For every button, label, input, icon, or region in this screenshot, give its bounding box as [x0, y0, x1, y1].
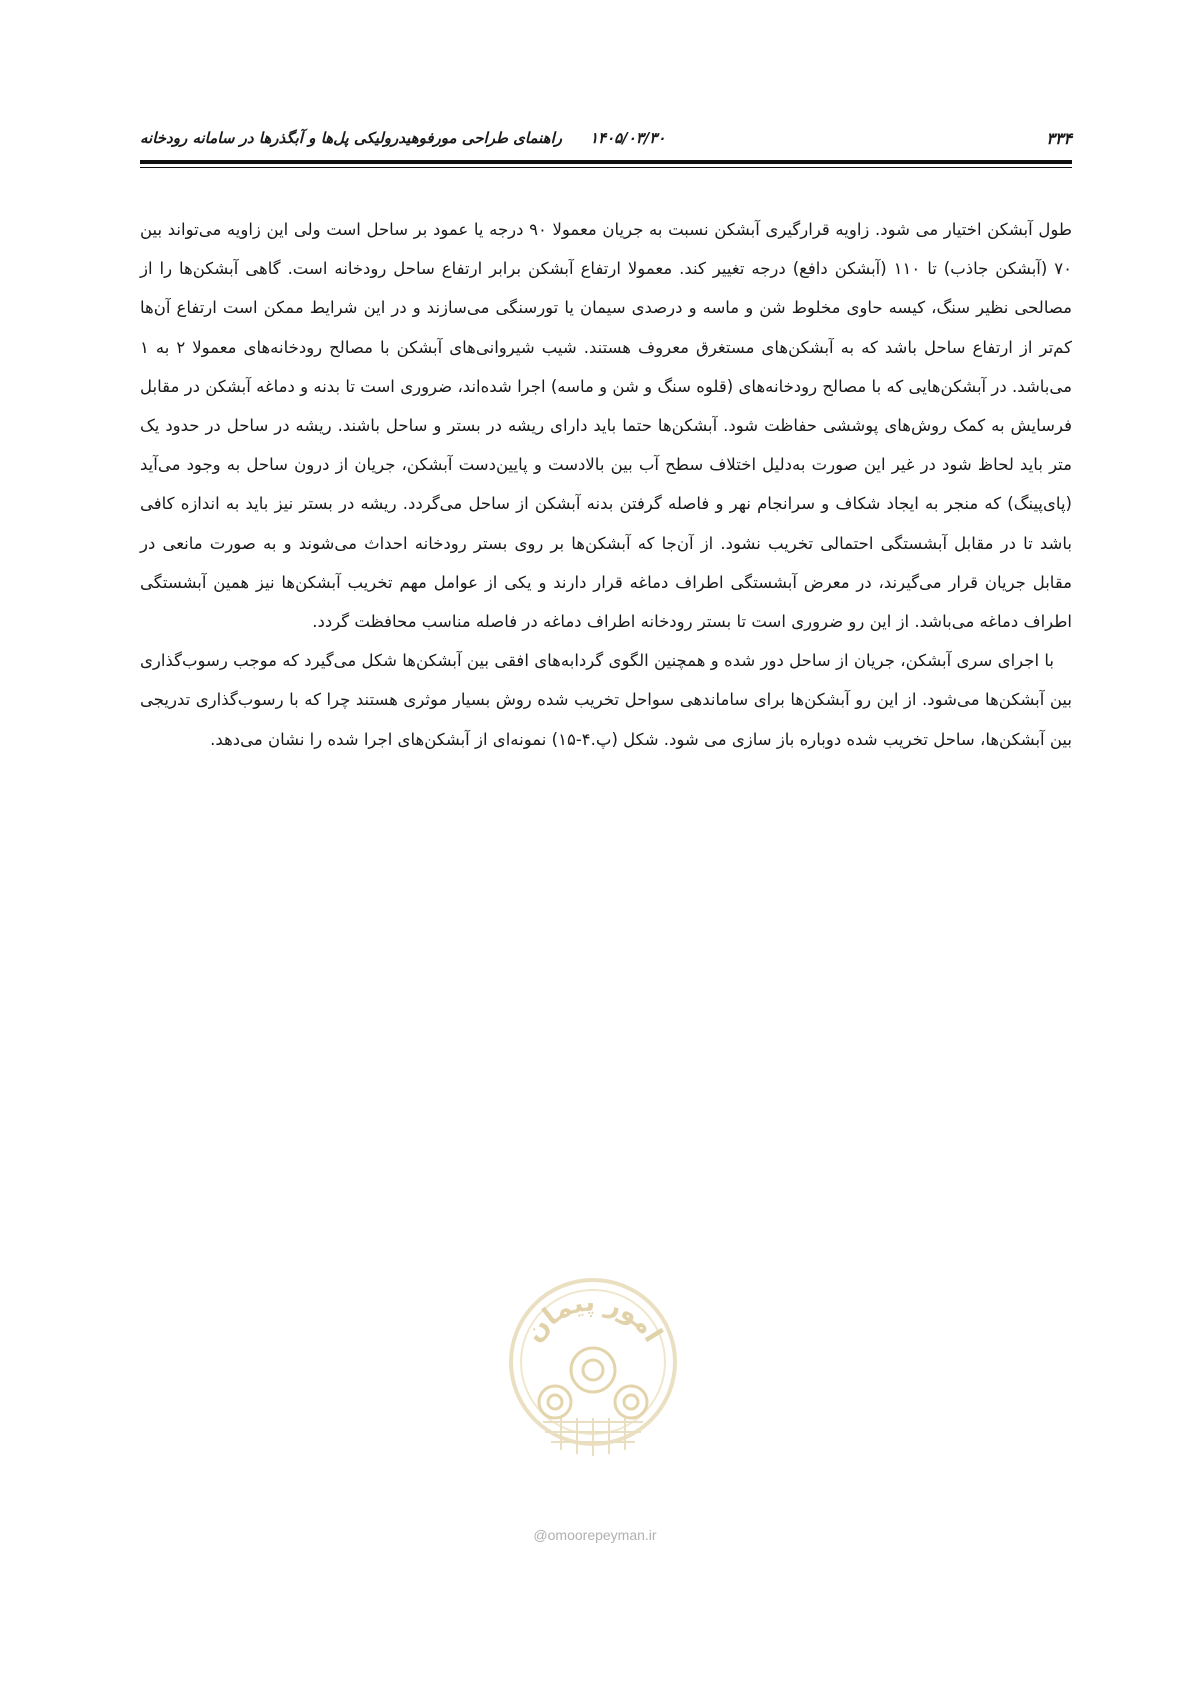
header-date: ۱۴۰۵/۰۳/۳۰	[590, 129, 666, 147]
header-title: راهنمای طراحی مورفوهیدرولیکی پل‌ها و آبگذرها در سامانه رودخانه	[140, 129, 562, 147]
body-paragraph-1: طول آبشکن اختیار می شود. زاویه قرارگیری آبشکن نسبت به جریان معمولا ۹۰ درجه یا عمود بر ساحل است ولی این زاویه می‌تواند بین ۷۰ (آبشکن جاذب) تا ۱۱۰ (آبشکن دافع) درجه تغییر کند. معمولا ارتفاع آبشکن برابر ارتفاع ساحل رودخانه است. گاهی آبشکن‌ها را از مصالحی نظیر سنگ، کیسه حاوی مخلوط شن و ماسه و درصدی سیمان یا تورسنگی می‌سازند و در این شرایط ممکن است ارتفاع آن‌ها کم‌تر از ارتفاع ساحل باشد که به آبشکن‌های مستغرق معروف هستند. شیب شیروانی‌های آبشکن با مصالح رودخانه‌های معمولا ۲ به ۱ می‌باشد. در آبشکن‌هایی که با مصالح رودخانه‌های (قلوه سنگ و شن و ماسه) اجرا شده‌اند، ضروری است تا بدنه و دماغه آبشکن در مقابل فرسایش به کمک روش‌های پوششی حفاظت شود. آبشکن‌ها حتما باید دارای ریشه در بستر و ساحل باشند. ریشه در ساحل در حدود یک متر باید لحاظ شود در غیر این صورت به‌دلیل اختلاف سطح آب بین بالادست و پایین‌دست آبشکن، جریان از درون ساحل به وجود می‌آید (پای‌پینگ) که منجر به ایجاد شکاف و سرانجام نهر و فاصله گرفتن بدنه آبشکن از ساحل می‌گردد. ریشه در بستر نیز باید به اندازه کافی باشد تا در مقابل آبشستگی احتمالی تخریب نشود. از آن‌جا که آبشکن‌ها بر روی بستر رودخانه احداث می‌شوند و به صورت مانعی در مقابل جریان قرار می‌گیرند، در معرض آبشستگی اطراف دماغه قرار دارند و یکی از عوامل مهم تخریب آبشکن‌ها نیز همین آبشستگی اطراف دماغه می‌باشد. از این رو ضروری است تا بستر رودخانه اطراف دماغه در فاصله مناسب محافظت گردد.	[140, 220, 1073, 632]
main-content	[140, 210, 1072, 759]
body-paragraph-2: با اجرای سری آبشکن، جریان از ساحل دور شده و همچنین الگوی گردابه‌های افقی بین آبشکن‌ها شکل می‌گیرد که موجب رسوب‌گذاری بین آبشکن‌ها می‌شود. از این رو آبشکن‌ها برای ساماندهی سواحل تخریب شده روش بسیار موثری هستند چرا که با رسوب‌گذاری تدریجی بین آبشکن‌ها، ساحل تخریب شده دوباره باز سازی می شود. شکل (پ.۴-۱۵) نمونه‌ای از آبشکن‌های اجرا شده را نشان می‌دهد.	[140, 651, 1072, 749]
watermark-logo-icon	[493, 1252, 693, 1512]
header-rule-thick	[140, 160, 1072, 164]
header-rule-thin	[140, 167, 1072, 168]
header-title-group	[140, 129, 665, 147]
watermark-url: @omoorepeyman.ir	[533, 1527, 657, 1543]
watermark-logo-text: امور پیمان	[518, 1287, 668, 1348]
page-header	[140, 126, 1072, 150]
page-number: ۳۳۴	[1046, 128, 1072, 148]
